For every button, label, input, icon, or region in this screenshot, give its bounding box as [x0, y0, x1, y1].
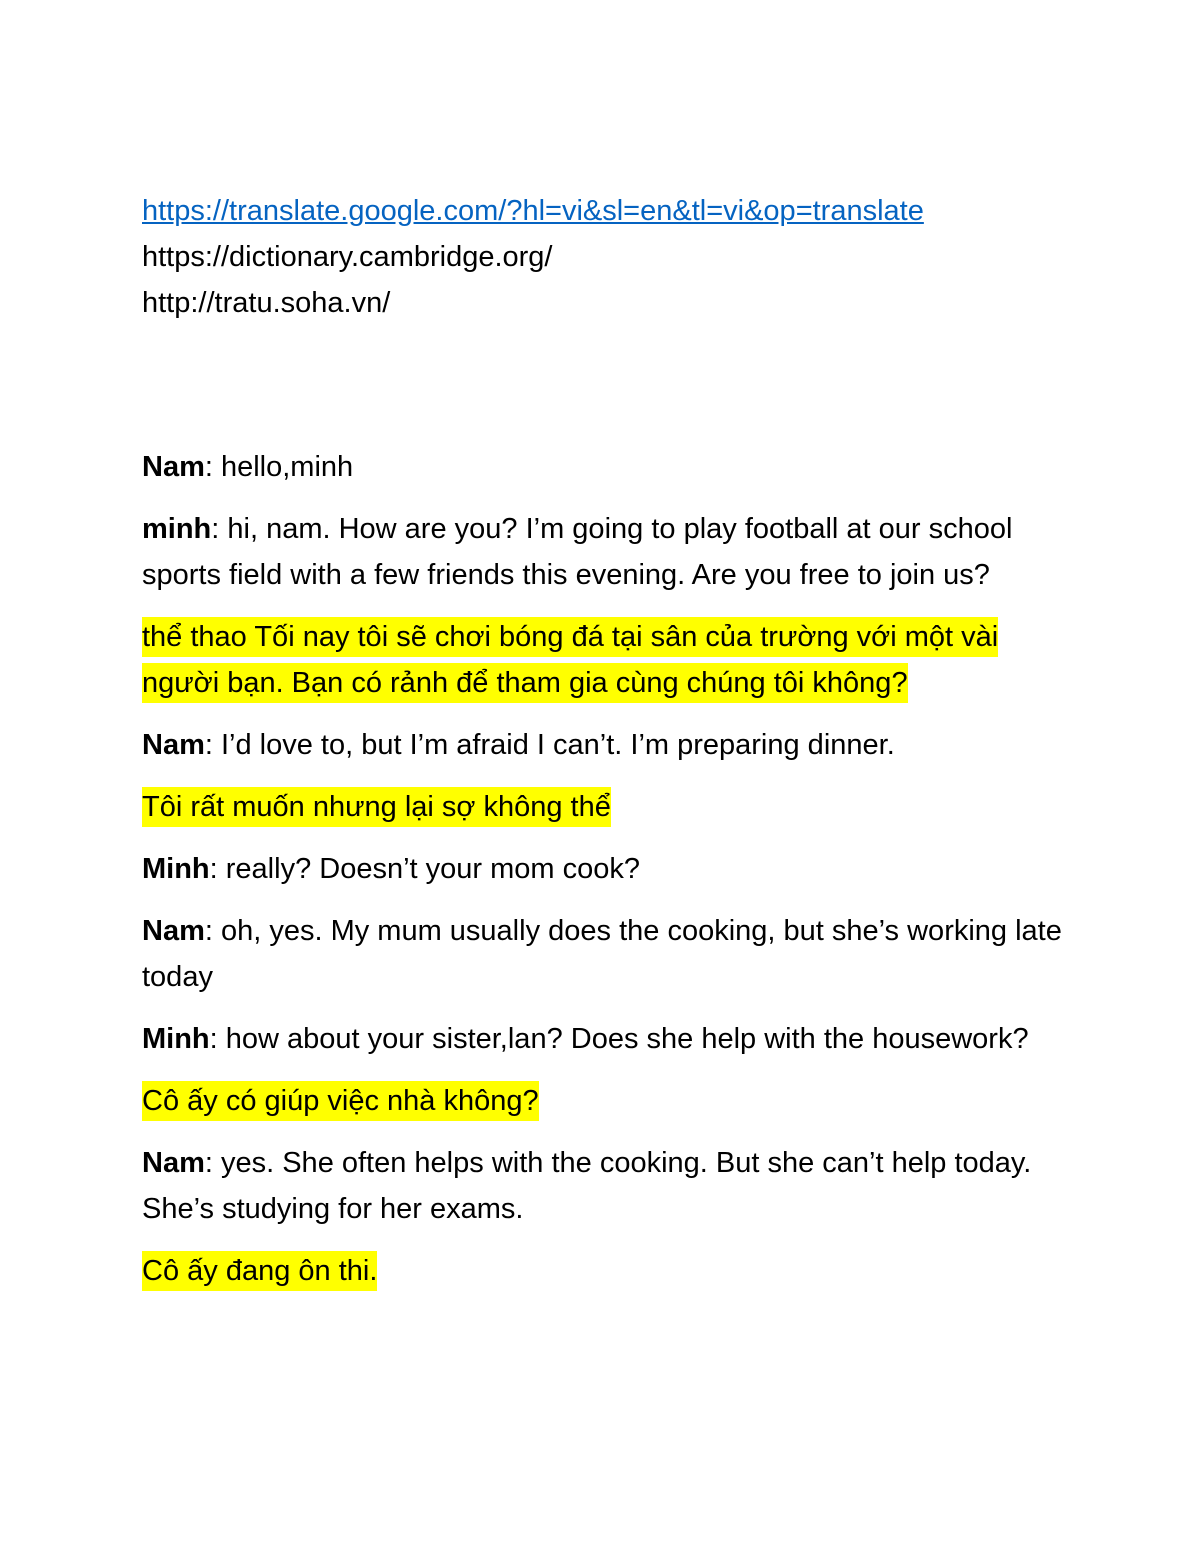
dialogue-line [142, 444, 1062, 490]
speaker-name: Minh [142, 853, 210, 885]
translation-line [142, 1248, 1062, 1294]
dialogue-line [142, 506, 1062, 598]
highlighted-translation: Cô ấy đang ôn thi. [142, 1251, 377, 1291]
speaker-name: Nam [142, 729, 205, 761]
translation-line [142, 1078, 1062, 1124]
dialogue-line [142, 722, 1062, 768]
speaker-name: Nam [142, 915, 205, 947]
dialogue-text: : I’d love to, but I’m afraid I can’t. I’m preparing dinner. [204, 729, 895, 761]
dialogue-line [142, 1016, 1062, 1062]
speaker-name: Nam [142, 451, 205, 483]
translation-line [142, 614, 1062, 706]
speaker-name: minh [142, 513, 212, 545]
highlighted-translation: thể thao Tối nay tôi sẽ chơi bóng đá tại sân của trường với một vài người bạn. Bạn có rảnh để tham gia cùng chúng tôi không? [142, 617, 998, 703]
dialogue-line [142, 846, 1062, 892]
dialogue-text: : really? Doesn’t your mom cook? [209, 853, 640, 885]
dialogue-text: : oh, yes. My mum usually does the cooking, but she’s working late today [142, 915, 1062, 993]
dialogue-text: : hi, nam. How are you? I’m going to play football at our school sports field with a few friends this evening. Are you free to join us? [142, 513, 1013, 591]
dialogue-text: : how about your sister,lan? Does she help with the housework? [209, 1023, 1029, 1055]
dialogue-line [142, 908, 1062, 1000]
blank-space [142, 326, 1062, 444]
dialogue-line [142, 1140, 1062, 1232]
highlighted-translation: Tôi rất muốn nhưng lại sợ không thể [142, 787, 611, 827]
document-body [142, 188, 1062, 1310]
translation-line [142, 784, 1062, 830]
highlighted-translation: Cô ấy có giúp việc nhà không? [142, 1081, 539, 1121]
speaker-name: Nam [142, 1147, 205, 1179]
dialogue-text: : yes. She often helps with the cooking. But she can’t help today. She’s studying for her exams. [142, 1147, 1032, 1225]
google-translate-link[interactable]: https://translate.google.com/?hl=vi&sl=en&tl=vi&op=translate [142, 195, 924, 227]
speaker-name: Minh [142, 1023, 210, 1055]
tratu-soha-url: http://tratu.soha.vn/ [142, 287, 391, 319]
cambridge-dictionary-url: https://dictionary.cambridge.org/ [142, 241, 553, 273]
dialogue-text: : hello,minh [204, 451, 354, 483]
